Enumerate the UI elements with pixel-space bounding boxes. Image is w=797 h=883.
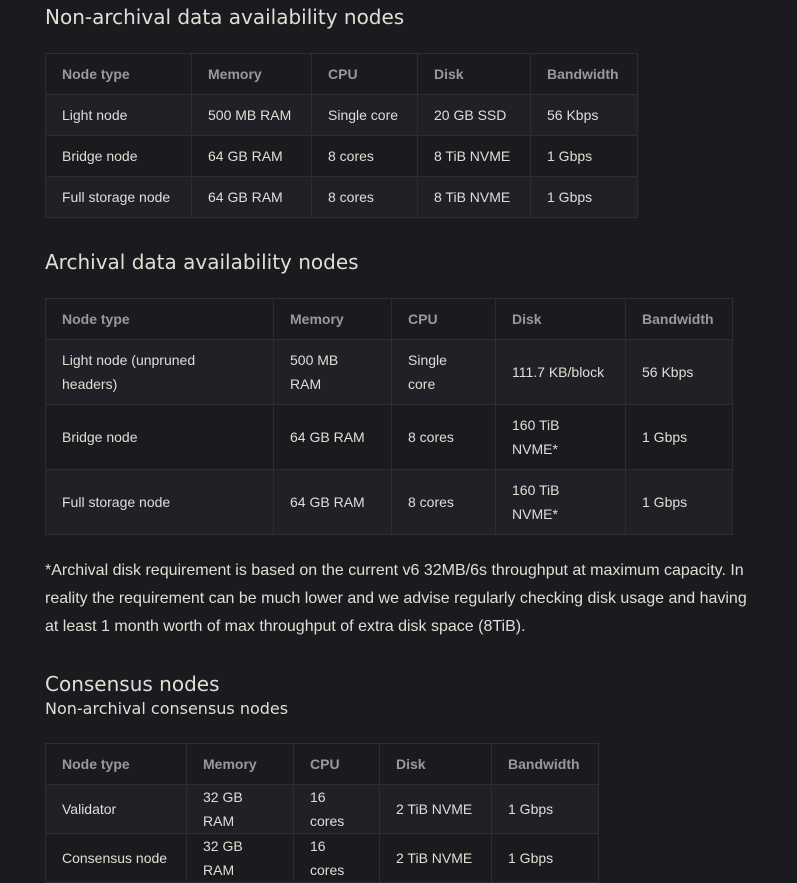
- cell-disk: 111.7 KB/block: [496, 340, 626, 405]
- cell-memory: 32 GB RAM: [187, 785, 294, 834]
- cell-cpu: 8 cores: [312, 177, 418, 218]
- cell-memory: 500 MB RAM: [192, 95, 312, 136]
- header-memory: Memory: [192, 54, 312, 95]
- header-cpu: CPU: [312, 54, 418, 95]
- header-bandwidth: Bandwidth: [531, 54, 638, 95]
- cell-node-type: Full storage node: [46, 177, 192, 218]
- header-cpu: CPU: [294, 744, 380, 785]
- header-disk: Disk: [418, 54, 531, 95]
- cell-memory: 64 GB RAM: [274, 405, 392, 470]
- table-row: [46, 405, 733, 470]
- table-consensus: [45, 743, 599, 883]
- cell-memory: 64 GB RAM: [192, 177, 312, 218]
- cell-node-type: Light node: [46, 95, 192, 136]
- table-non-archival-da: [45, 53, 638, 218]
- header-disk: Disk: [496, 299, 626, 340]
- cell-bandwidth: 1 Gbps: [492, 785, 599, 834]
- cell-node-type: Validator: [46, 785, 187, 834]
- cell-node-type: Bridge node: [46, 405, 274, 470]
- archival-disk-note: *Archival disk requirement is based on the current v6 32MB/6s throughput at maximum capacity. In reality the requirement can be much lower and we advise regularly checking disk usage and having at least 1 month worth of max throughput of extra disk space (8TiB).: [45, 562, 747, 635]
- cell-cpu: 8 cores: [392, 405, 496, 470]
- table-row: [46, 177, 638, 218]
- cell-cpu: 8 cores: [392, 470, 496, 535]
- cell-memory: 500 MB RAM: [274, 340, 392, 405]
- cell-memory: 32 GB RAM: [187, 834, 294, 883]
- table-row: [46, 470, 733, 535]
- heading-consensus: Consensus nodes: [45, 672, 220, 696]
- cell-disk: 8 TiB NVME: [418, 177, 531, 218]
- header-cpu: CPU: [392, 299, 496, 340]
- cell-bandwidth: 56 Kbps: [531, 95, 638, 136]
- table-row: [46, 340, 733, 405]
- cell-cpu: 16 cores: [294, 785, 380, 834]
- table-row: [46, 95, 638, 136]
- cell-cpu: 16 cores: [294, 834, 380, 883]
- header-node-type: Node type: [46, 744, 187, 785]
- cell-cpu: Single core: [392, 340, 496, 405]
- cell-cpu: 8 cores: [312, 136, 418, 177]
- header-bandwidth: Bandwidth: [626, 299, 733, 340]
- header-bandwidth: Bandwidth: [492, 744, 599, 785]
- cell-disk: 160 TiB NVME*: [496, 405, 626, 470]
- header-memory: Memory: [274, 299, 392, 340]
- cell-bandwidth: 1 Gbps: [626, 405, 733, 470]
- table-header-row: [46, 54, 638, 95]
- table-archival-da: [45, 298, 733, 535]
- cell-memory: 64 GB RAM: [192, 136, 312, 177]
- cell-disk: 160 TiB NVME*: [496, 470, 626, 535]
- cell-disk: 2 TiB NVME: [380, 834, 492, 883]
- subheading-non-archival-consensus: Non-archival consensus nodes: [45, 699, 289, 718]
- table-row: [46, 136, 638, 177]
- table-row: [46, 834, 599, 883]
- cell-memory: 64 GB RAM: [274, 470, 392, 535]
- table-header-row: [46, 299, 733, 340]
- cell-bandwidth: 1 Gbps: [626, 470, 733, 535]
- cell-bandwidth: 1 Gbps: [492, 834, 599, 883]
- heading-non-archival-da: Non-archival data availability nodes: [45, 5, 405, 29]
- cell-node-type: Full storage node: [46, 470, 274, 535]
- header-node-type: Node type: [46, 54, 192, 95]
- cell-node-type: Consensus node: [46, 834, 187, 883]
- cell-disk: 20 GB SSD: [418, 95, 531, 136]
- cell-cpu: Single core: [312, 95, 418, 136]
- table-row: [46, 785, 599, 834]
- cell-disk: 2 TiB NVME: [380, 785, 492, 834]
- cell-node-type: Light node (unpruned headers): [46, 340, 274, 405]
- header-memory: Memory: [187, 744, 294, 785]
- cell-node-type: Bridge node: [46, 136, 192, 177]
- header-node-type: Node type: [46, 299, 274, 340]
- header-disk: Disk: [380, 744, 492, 785]
- cell-bandwidth: 1 Gbps: [531, 136, 638, 177]
- cell-bandwidth: 1 Gbps: [531, 177, 638, 218]
- table-header-row: [46, 744, 599, 785]
- cell-bandwidth: 56 Kbps: [626, 340, 733, 405]
- cell-disk: 8 TiB NVME: [418, 136, 531, 177]
- heading-archival-da: Archival data availability nodes: [45, 250, 359, 274]
